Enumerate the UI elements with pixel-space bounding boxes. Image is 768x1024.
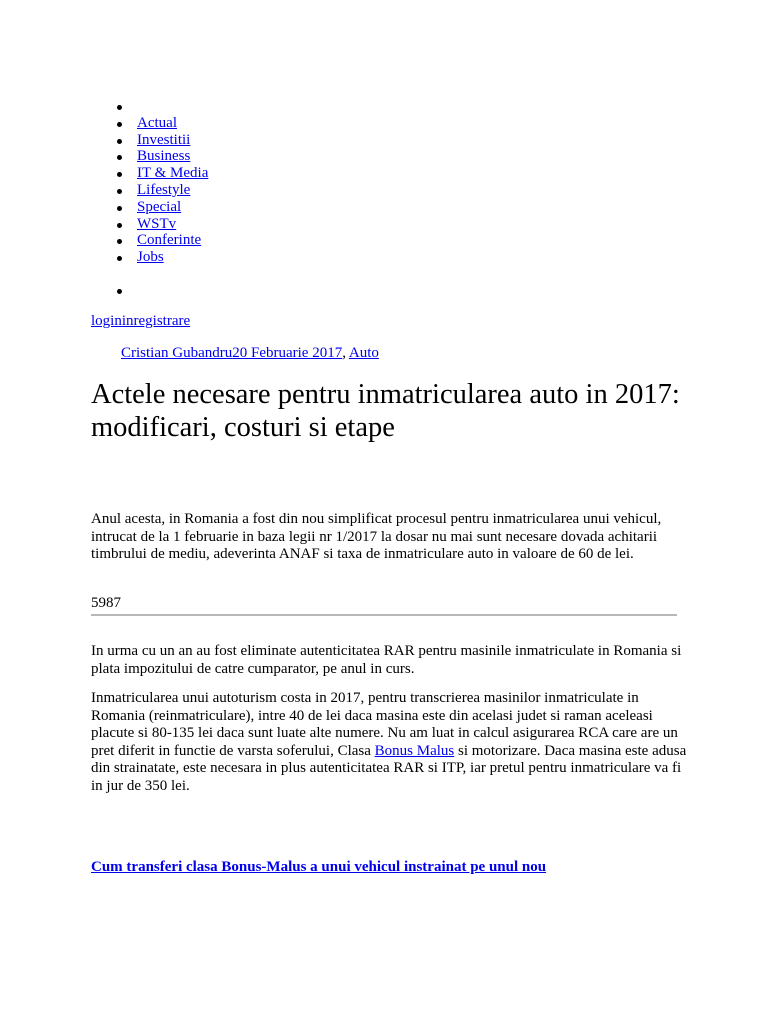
nav-link-actual[interactable]: Actual (137, 114, 177, 131)
author-name: Cristian Gubandru (121, 345, 233, 361)
article-title: Actele necesare pentru inmatricularea auto in 2017: modificari, costuri si etape (91, 379, 680, 443)
nav-item-it-media[interactable] (112, 165, 208, 182)
author-date-link[interactable] (121, 345, 342, 361)
nav-link-it-media[interactable]: IT & Media (137, 165, 209, 182)
meta-separator: , (342, 345, 349, 361)
related-article-link[interactable]: Cum transferi clasa Bonus-Malus a unui vehicul instrainat pe unul nou (91, 859, 547, 875)
divider (91, 614, 677, 616)
nav-link-business[interactable]: Business (137, 148, 191, 165)
nav-item-jobs[interactable] (112, 249, 208, 266)
nav-item-actual[interactable] (112, 115, 208, 132)
nav-item-lifestyle[interactable] (112, 182, 208, 199)
nav-item-wstv[interactable] (112, 216, 208, 233)
nav-link-investitii[interactable]: Investitii (137, 131, 191, 148)
login-link[interactable]: login (91, 313, 122, 329)
nav-item-investitii[interactable] (112, 132, 208, 149)
nav-item-empty (112, 98, 208, 115)
bonus-malus-link[interactable]: Bonus Malus (374, 742, 455, 759)
nav-item-special[interactable] (112, 199, 208, 216)
article-paragraph-3 (91, 690, 691, 795)
nav-item-business[interactable] (112, 148, 208, 165)
nav-item-conferinte[interactable] (112, 232, 208, 249)
view-count: 5987 (91, 595, 121, 611)
nav-link-lifestyle[interactable]: Lifestyle (137, 181, 191, 198)
nav-extra-bullet (112, 282, 142, 300)
para3-text-after: si motorizare. Daca masina este adusa din strainatate, este necesara in plus autenticitatea RAR si ITP, iar pretul pentru inmatriculare va fi in jur de 350 lei. (91, 742, 687, 794)
article-intro: Anul acesta, in Romania a fost din nou simplificat procesul pentru inmatricularea unui vehicul, intrucat de la 1 februarie in baza legii nr 1/2017 la dosar nu mai sunt necesare dovada achitarii timbrului de mediu, adeverinta ANAF si taxa de inmatriculare auto in valoare de 60 de lei. (91, 511, 662, 562)
article-meta (121, 345, 379, 362)
main-nav (112, 98, 208, 266)
publish-date: 20 Februarie 2017 (232, 345, 343, 361)
para3-text-before: Inmatricularea unui autoturism costa in 2017, pentru transcrierea masinilor inmatriculate in Romania (reinmatriculare), intre 40 de lei daca masina este din acelasi judet si raman aceleasi placute si 80-135 lei daca sunt luate alte numere. Nu am luat in calcul asigurarea RCA care are un pret diferit in functie de varsta soferului, Clasa (91, 690, 678, 759)
auth-links (91, 313, 190, 330)
register-link[interactable]: inregistrare (121, 313, 191, 329)
nav-link-wstv[interactable]: WSTv (137, 215, 177, 232)
article-paragraph-2: In urma cu un an au fost eliminate autenticitatea RAR pentru masinile inmatriculate in Romania si plata impozitului de catre cumparator, pe anul in curs. (91, 643, 682, 677)
nav-link-special[interactable]: Special (137, 198, 182, 215)
category-link[interactable]: Auto (348, 345, 379, 361)
nav-link-jobs[interactable]: Jobs (137, 249, 164, 266)
nav-link-conferinte[interactable]: Conferinte (137, 232, 202, 249)
